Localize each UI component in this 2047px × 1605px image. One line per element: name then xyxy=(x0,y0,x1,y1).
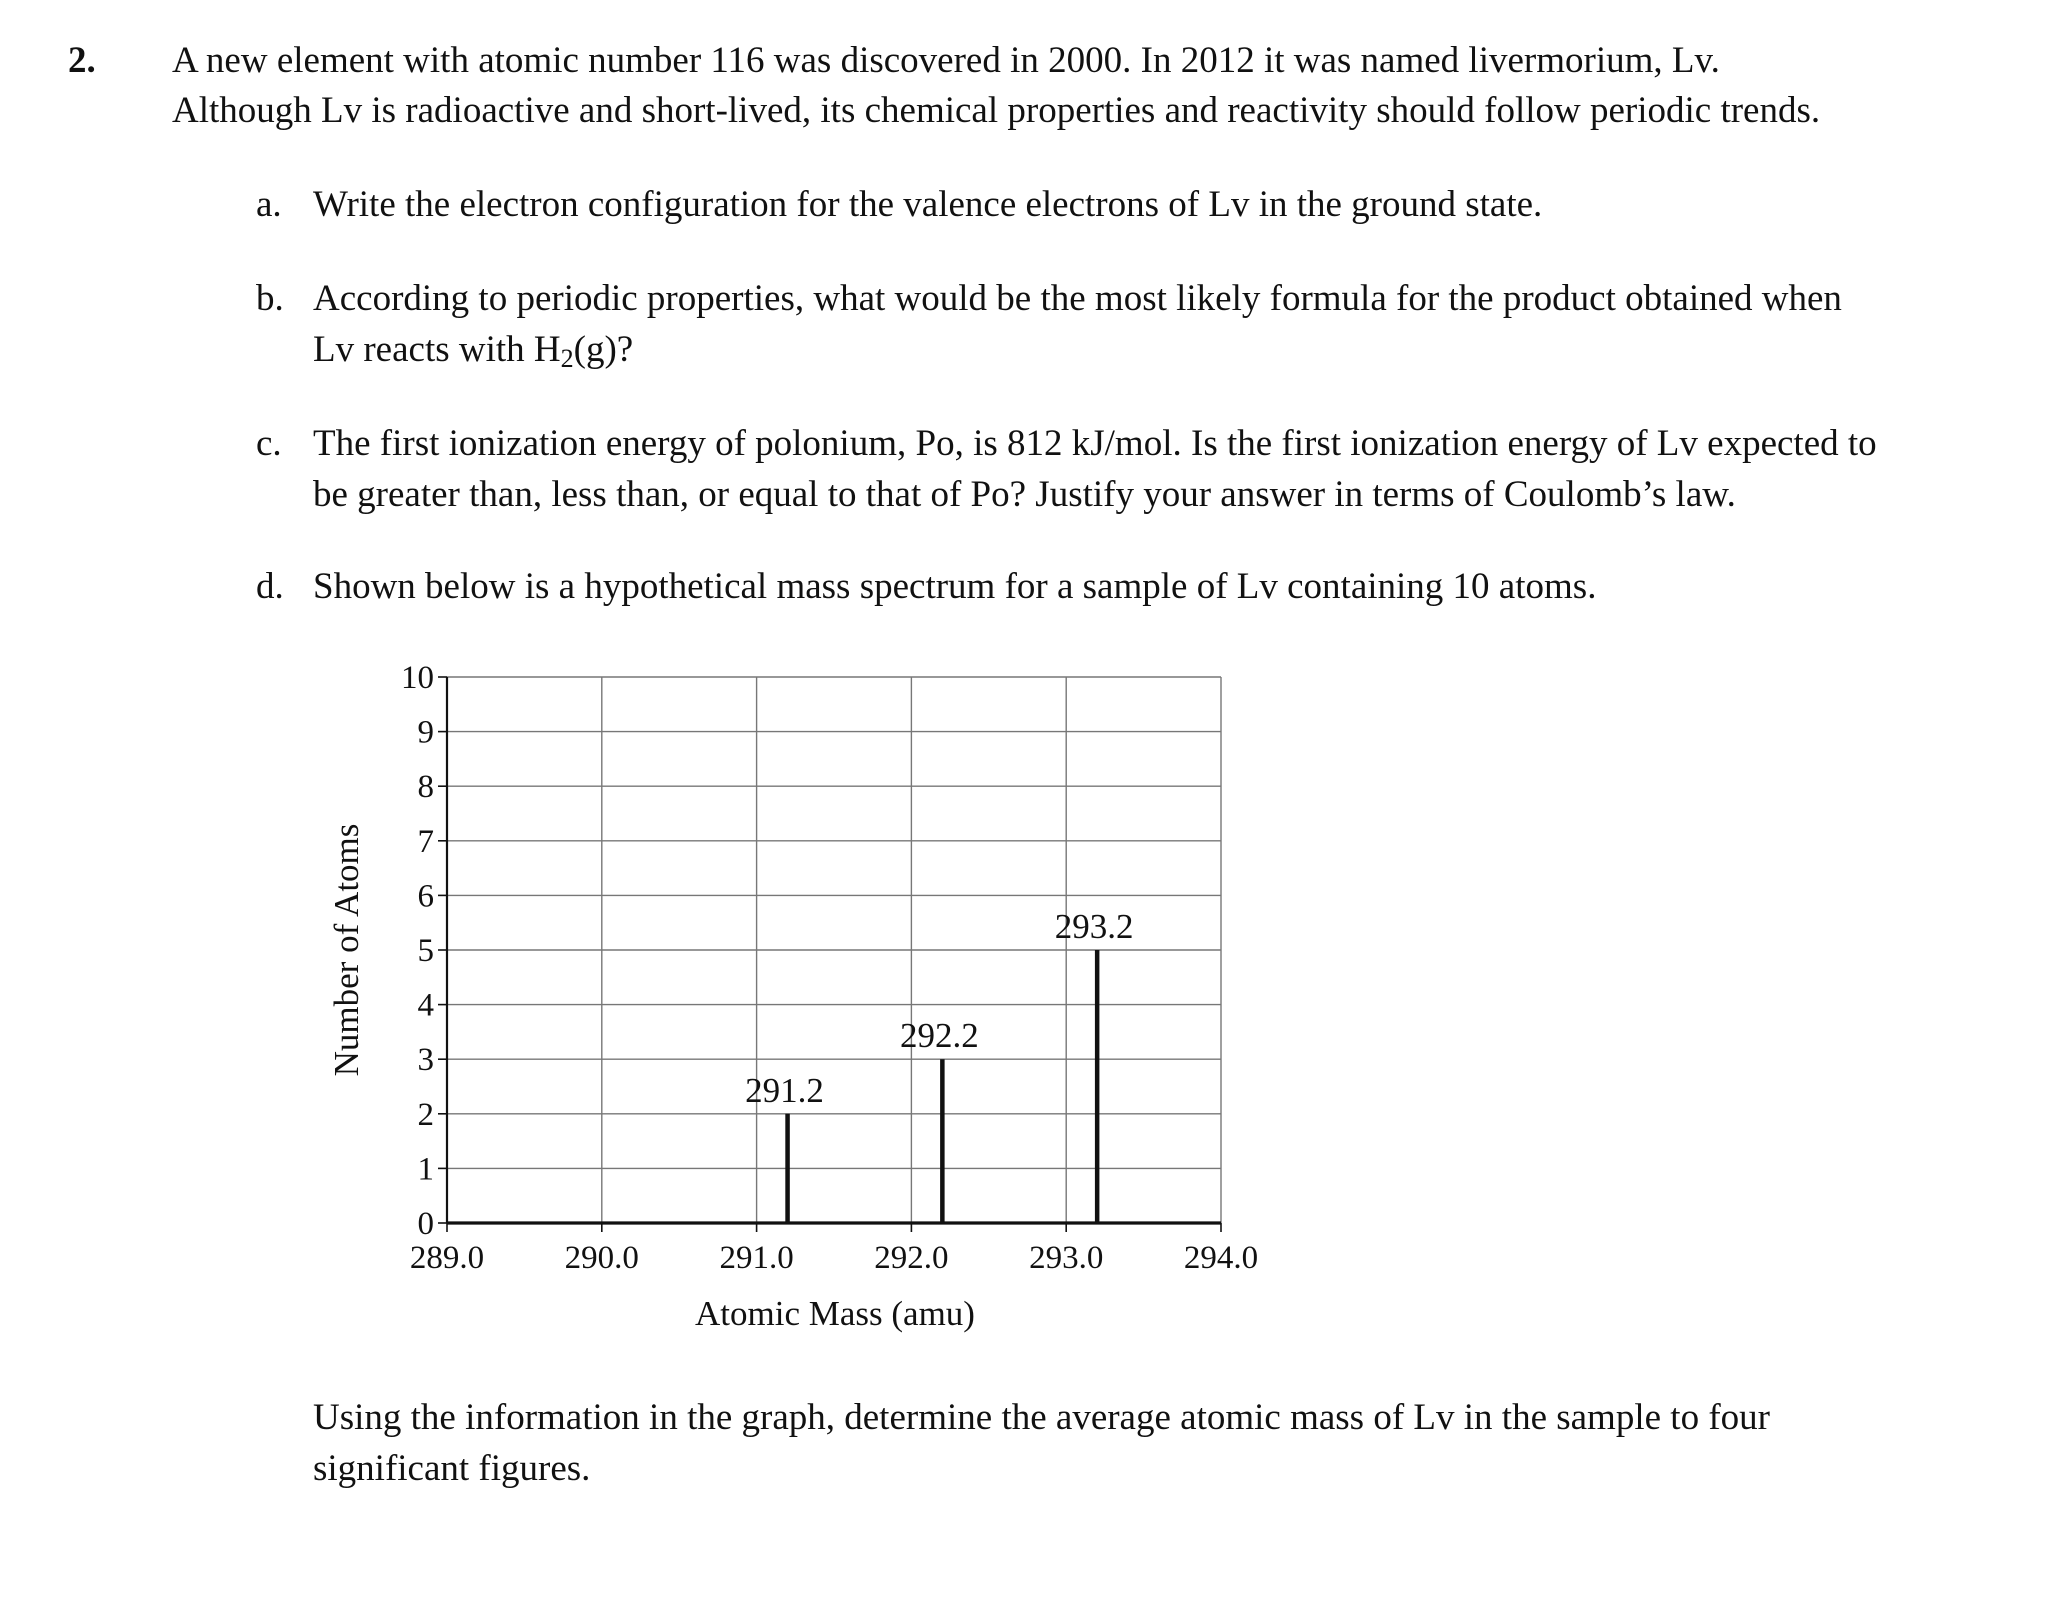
part-d-text: Shown below is a hypothetical mass spectrum for a sample of Lv containing 10 atoms. xyxy=(313,566,1597,607)
bar-label-292.2: 292.2 xyxy=(899,1016,979,1056)
x-tick-label: 292.0 xyxy=(874,1240,949,1276)
y-tick-label: 2 xyxy=(417,1096,434,1133)
part-b-line2-post: (g)? xyxy=(573,329,634,370)
part-b-letter: b. xyxy=(256,278,284,319)
part-d-followup-line-2: significant figures. xyxy=(313,1448,591,1489)
y-tick-label: 1 xyxy=(417,1151,434,1188)
y-tick-label: 3 xyxy=(417,1042,434,1079)
part-d-letter: d. xyxy=(256,566,284,607)
chart-axes xyxy=(438,677,1221,1232)
chart-bars xyxy=(788,950,1098,1223)
part-a-letter: a. xyxy=(256,184,282,225)
part-a-text: Write the electron configuration for the valence electrons of Lv in the ground state. xyxy=(313,184,1543,225)
y-axis-title: Number of Atoms xyxy=(327,823,366,1077)
x-tick-label: 294.0 xyxy=(1183,1240,1259,1276)
y-tick-label: 4 xyxy=(417,987,434,1024)
chart-labels xyxy=(401,660,1258,1276)
x-tick-label: 290.0 xyxy=(564,1240,639,1276)
part-b-subscript: 2 xyxy=(560,344,574,373)
question-intro-line-1: A new element with atomic number 116 was discovered in 2000. In 2012 it was named livermorium, Lv. xyxy=(172,40,1720,81)
part-c-text-line-1: The first ionization energy of polonium, Po, is 812 kJ/mol. Is the first ionization energy of Lv expected to xyxy=(313,423,1877,464)
x-tick-label: 293.0 xyxy=(1029,1240,1104,1276)
y-tick-label: 6 xyxy=(417,878,434,915)
y-tick-label: 0 xyxy=(417,1206,434,1242)
bar-label-293.2: 293.2 xyxy=(1054,907,1134,946)
x-tick-label: 291.0 xyxy=(719,1240,794,1276)
question-number: 2. xyxy=(68,40,96,81)
x-tick-label: 289.0 xyxy=(409,1240,485,1276)
part-c-text-line-2: be greater than, less than, or equal to that of Po? Justify your answer in terms of Coulomb’s law. xyxy=(313,474,1736,515)
y-tick-label: 8 xyxy=(417,769,434,806)
bar-label-291.2: 291.2 xyxy=(745,1070,824,1110)
y-tick-label: 9 xyxy=(417,714,434,751)
question-intro-line-2: Although Lv is radioactive and short-lived, its chemical properties and reactivity should follow periodic trends. xyxy=(172,90,1821,131)
chart-grid xyxy=(447,677,1221,1223)
part-b-line2-pre: Lv reacts with H xyxy=(313,329,561,370)
part-b-text-line-1: According to periodic properties, what would be the most likely formula for the product obtained when xyxy=(313,278,1842,319)
y-tick-label: 5 xyxy=(417,933,434,969)
y-tick-label: 10 xyxy=(401,660,434,696)
part-d-followup-line-1: Using the information in the graph, determine the average atomic mass of Lv in the sample to four xyxy=(313,1397,1770,1438)
x-axis-title: Atomic Mass (amu) xyxy=(695,1294,975,1333)
y-tick-label: 7 xyxy=(417,823,434,860)
part-c-letter: c. xyxy=(256,423,282,464)
